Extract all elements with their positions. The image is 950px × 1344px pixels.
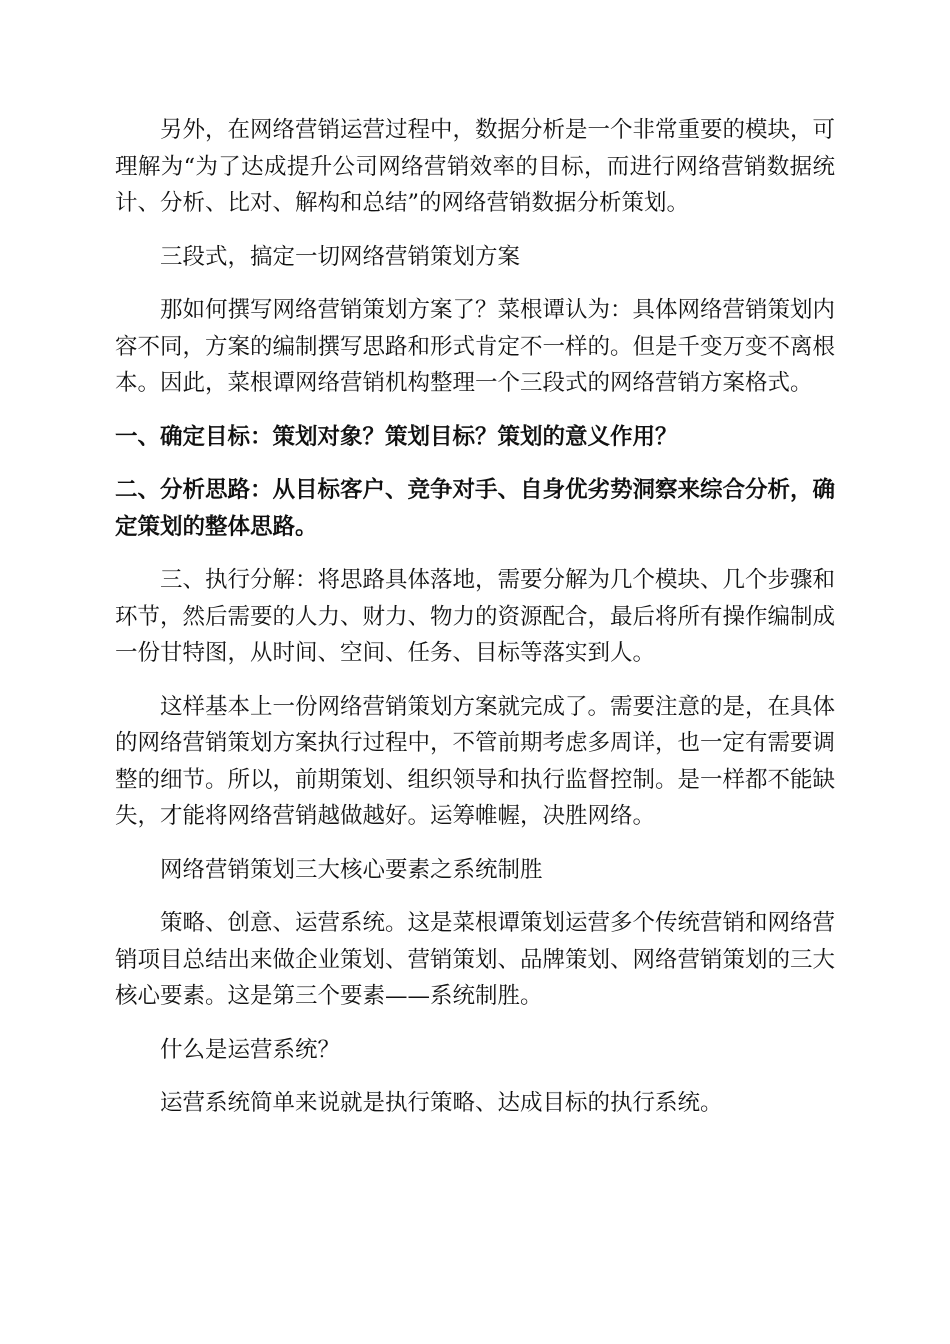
paragraph-step-two: 二、分析思路：从目标客户、竞争对手、自身优劣势洞察来综合分析，确定策划的整体思路。 [115, 477, 836, 540]
document-body [115, 112, 835, 1139]
paragraph-step-three: 三、执行分解：将思路具体落地，需要分解为几个模块、几个步骤和环节，然后需要的人力、财力、物力的资源配合，最后将所有操作编制成一份甘特图，从时间、空间、任务、目标等落实到人。 [115, 567, 836, 666]
paragraph-three-stage-heading: 三段式，搞定一切网络营销策划方案 [160, 243, 521, 270]
paragraph-what-is-system: 什么是运营系统？ [160, 1036, 341, 1063]
paragraph-step-one: 一、确定目标：策划对象？策划目标？策划的意义作用？ [115, 423, 678, 450]
paragraph-strategy-creative-system: 策略、创意、运营系统。这是菜根谭策划运营多个传统营销和网络营销项目总结出来做企业策划、营销策划、品牌策划、网络营销策划的三大核心要素。这是第三个要素——系统制胜。 [115, 910, 836, 1009]
paragraph-how-to-write: 那如何撰写网络营销策划方案了？菜根谭认为：具体网络营销策划内容不同，方案的编制撰写思路和形式肯定不一样的。但是千变万变不离根本。因此，菜根谭网络营销机构整理一个三段式的网络营销方案格式。 [115, 297, 836, 396]
paragraph-completion-note: 这样基本上一份网络营销策划方案就完成了。需要注意的是，在具体的网络营销策划方案执行过程中，不管前期考虑多周详，也一定有需要调整的细节。所以，前期策划、组织领导和执行监督控制。是一样都不能缺失，才能将网络营销越做越好。运筹帷幄，决胜网络。 [115, 693, 836, 829]
paragraph-system-definition: 运营系统简单来说就是执行策略、达成目标的执行系统。 [160, 1090, 723, 1116]
paragraph-core-elements-heading: 网络营销策划三大核心要素之系统制胜 [160, 856, 543, 883]
paragraph-data-analysis: 另外，在网络营销运营过程中，数据分析是一个非常重要的模块，可理解为“为了达成提升公司网络营销效率的目标，而进行网络营销数据统计、分析、比对、解构和总结”的网络营销数据分析策划。 [115, 117, 836, 216]
